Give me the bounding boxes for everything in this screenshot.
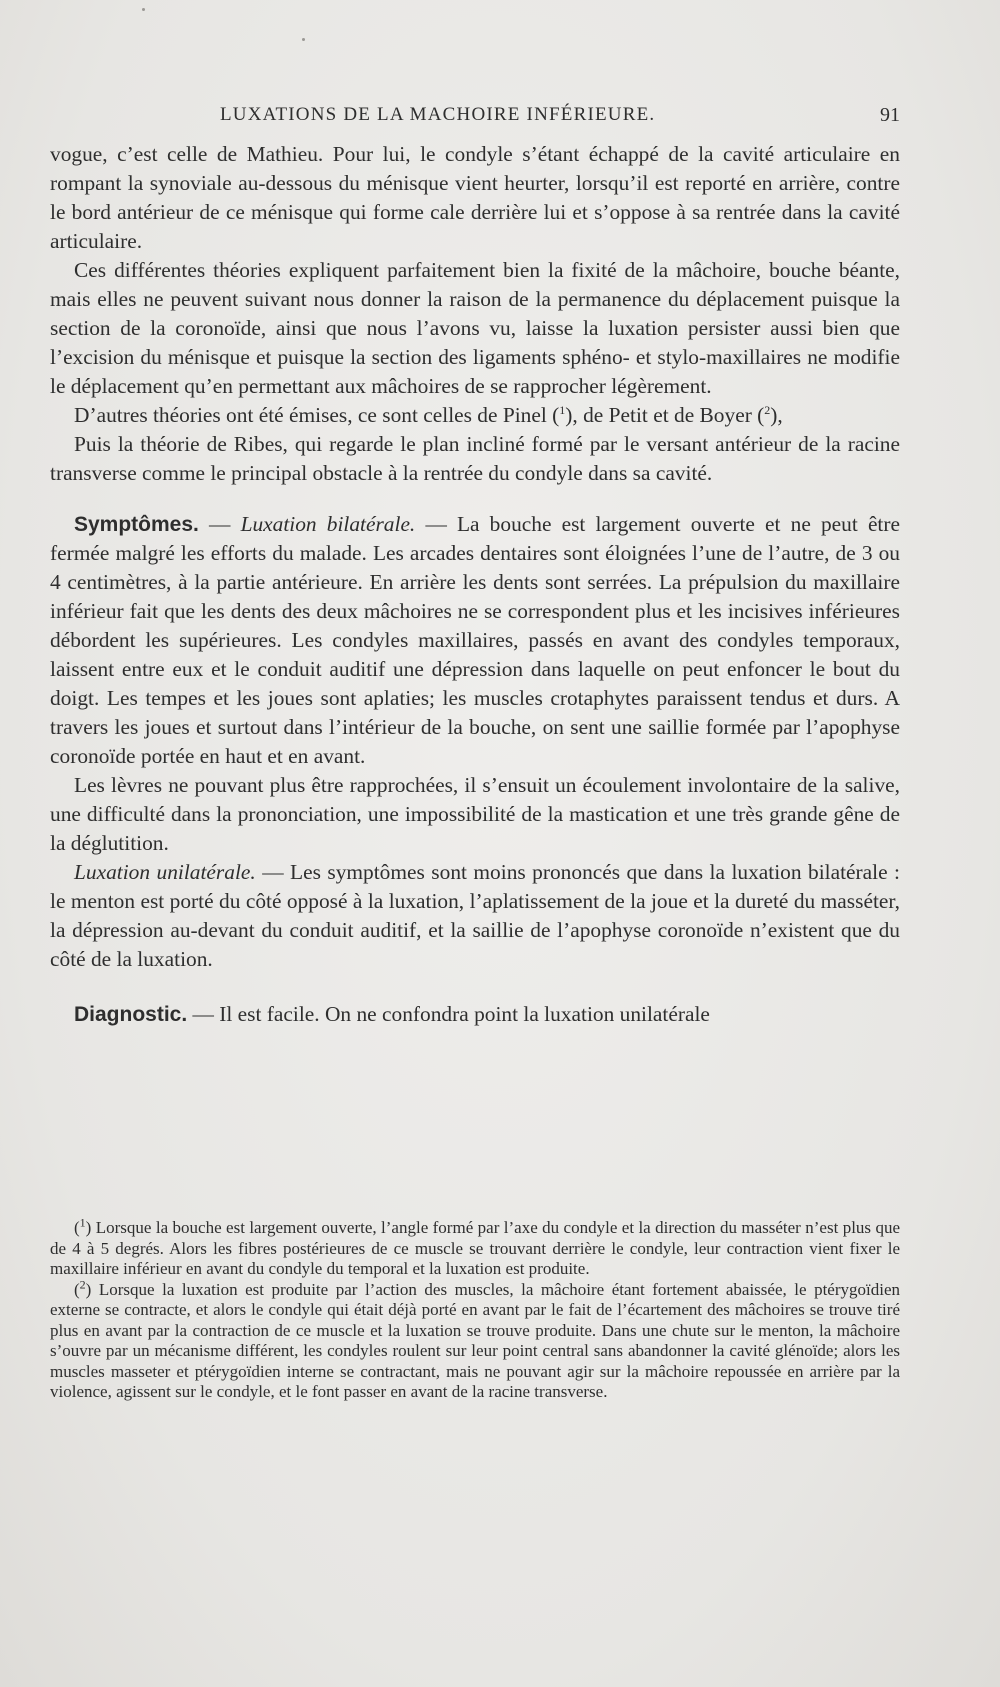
paragraph: vogue, c’est celle de Mathieu. Pour lui, le condyle s’étant échappé de la cavité articulaire en rompant la synoviale au-dessous du ménisque vient heurter, lorsqu’il est reporté en arrière, contre le bord antérieur de ce ménisque qui forme cale derrière lui et s’oppose à sa rentrée dans la cavité articulaire. bbox=[50, 142, 900, 253]
main-text bbox=[50, 140, 900, 1029]
subsection-heading: Luxation bilatérale. bbox=[240, 512, 416, 536]
paragraph: Ces différentes théories expliquent parfaitement bien la fixité de la mâchoire, bouche béante, mais elles ne peuvent suivant nous donner la raison de la permanence du déplacement puisque la section de la coronoïde, ainsi que nous l’avons vu, laisse la luxation persister aussi bien que l’excision du ménisque et puisque la section des ligaments sphéno- et stylo-maxillaires ne modifie le déplacement qu’en permettant aux mâchoires de se rapprocher légèrement. bbox=[50, 258, 900, 398]
heading-dash: — bbox=[198, 512, 241, 536]
paper-speck bbox=[302, 38, 305, 41]
footnote: ($^2$) Lorsque la luxation est produite par l’action des muscles, la mâchoire étant fortement abaissée, le ptérygoïdien externe se contracte, et alors le condyle qui était déjà porté en avant par le fait de l’écartement des mâchoires se trouve tiré plus en avant par la contraction de ce muscle et la luxation se trouve produite. Dans une chute sur le menton, la mâchoire s’ouvre par un mécanisme différent, les condyles roulent sur leur point central sans abandonner la cavité glénoïde; alors les muscles masseter et ptérygoïdien interne se contractant, mais ne pouvant agir sur la mâchoire repoussée en arrière par la violence, agissent sur le condyle, et le font passer en avant de la racine transverse. bbox=[50, 1276, 900, 1401]
paragraph-text: D’autres théories ont été émises, ce sont celles de Pinel ( bbox=[74, 403, 560, 427]
running-title: LUXATIONS DE LA MACHOIRE INFÉRIEURE. bbox=[220, 104, 656, 125]
section-heading: Symptômes. bbox=[74, 513, 199, 536]
paragraph: Les lèvres ne pouvant plus être rapprochées, il s’ensuit un écoulement involontaire de la salive, une difficulté dans la prononciation, une impossibilité de la mastication et une très grande gêne de la déglutition. bbox=[50, 773, 900, 855]
paragraph: Puis la théorie de Ribes, qui regarde le plan incliné formé par le versant antérieur de la racine transverse comme le principal obstacle à la rentrée du condyle dans sa cavité. bbox=[50, 432, 900, 485]
page-number: 91 bbox=[880, 104, 900, 126]
footnote-ref: 1 bbox=[559, 402, 566, 417]
footnote-number: 2 bbox=[79, 1276, 86, 1291]
paragraph-text: — Il est facile. On ne confondra point la luxation unilatérale bbox=[187, 1002, 710, 1026]
footnote-number: 1 bbox=[79, 1215, 86, 1230]
paragraph-text: ), bbox=[770, 403, 783, 427]
footnotes bbox=[50, 1215, 900, 1403]
paragraph bbox=[50, 401, 900, 430]
section-heading: Diagnostic. bbox=[74, 1003, 188, 1026]
footnote-text: Lorsque la luxation est produite par l’action des muscles, la mâchoire étant fortement abaissée, le ptérygoïdien externe se contracte, et alors le condyle qui était déjà porté en avant par le fait de l’écartement des mâchoires se trouve tiré plus en avant par la contraction de ce muscle et la luxation se trouve produite. Dans une chute sur le menton, la mâchoire s’ouvre par un mécanisme différent, les condyles roulent sur leur point central sans abandonner la cavité glénoïde; alors les muscles masseter et ptérygoïdien interne se contractant, mais ne pouvant agir sur la mâchoire repoussée en arrière par la violence, agissent sur le condyle, et le font passer en avant de la racine transverse. bbox=[50, 1279, 900, 1401]
footnote-text: Lorsque la bouche est largement ouverte, l’angle formé par l’axe du condyle et la direction du masséter n’est plus que de 4 à 5 degrés. Alors les fibres postérieures de ce muscle se trouvant derrière le condyle, leur contraction vient fixer le maxillaire inférieur en avant du condyle du temporal et la luxation est produite. bbox=[50, 1218, 900, 1278]
diagnostic-section bbox=[50, 1000, 900, 1029]
page-header bbox=[50, 104, 900, 134]
footnote-ref: 2 bbox=[764, 402, 771, 417]
subsection-heading: Luxation unilatérale. bbox=[74, 860, 256, 884]
paragraph-text: — La bouche est largement ouverte et ne peut être fermée malgré les efforts du malade. Les arcades dentaires sont éloignées l’une de l’autre, de 3 ou 4 centimètres, à la partie antérieure. En arrière les dents sont serrées. La prépulsion du maxillaire inférieur fait que les dents des deux mâchoires ne se correspondent plus et les incisives inférieures débordent les supérieures. Les condyles maxillaires, passés en avant des condyles temporaux, laissent entre eux et le conduit auditif une dépression dans laquelle on peut enfoncer le bout du doigt. Les tempes et les joues sont aplaties; les muscles crotaphytes paraissent tendus et durs. A travers les joues et surtout dans l’intérieur de la bouche, on sent une saillie formée par l’apophyse coronoïde portée en haut et en avant. bbox=[50, 512, 900, 768]
symptomes-section bbox=[50, 510, 900, 771]
footnote: ($^1$) Lorsque la bouche est largement ouverte, l’angle formé par l’axe du condyle et la direction du masséter n’est plus que de 4 à 5 degrés. Alors les fibres postérieures de ce muscle se trouvant derrière le condyle, leur contraction vient fixer le maxillaire inférieur en avant du condyle du temporal et la luxation est produite. bbox=[50, 1215, 900, 1278]
paper-speck bbox=[142, 8, 145, 11]
paragraph-text: ), de Petit et de Boyer ( bbox=[565, 403, 765, 427]
paragraph-text: — Les symptômes sont moins prononcés que dans la luxation bilatérale : le menton est porté du côté opposé à la luxation, l’aplatissement de la joue et la dureté du masséter, la dépression au-devant du conduit auditif, et la saillie de l’apophyse coronoïde n’existent que du côté de la luxation. bbox=[50, 860, 900, 971]
paragraph bbox=[50, 858, 900, 974]
